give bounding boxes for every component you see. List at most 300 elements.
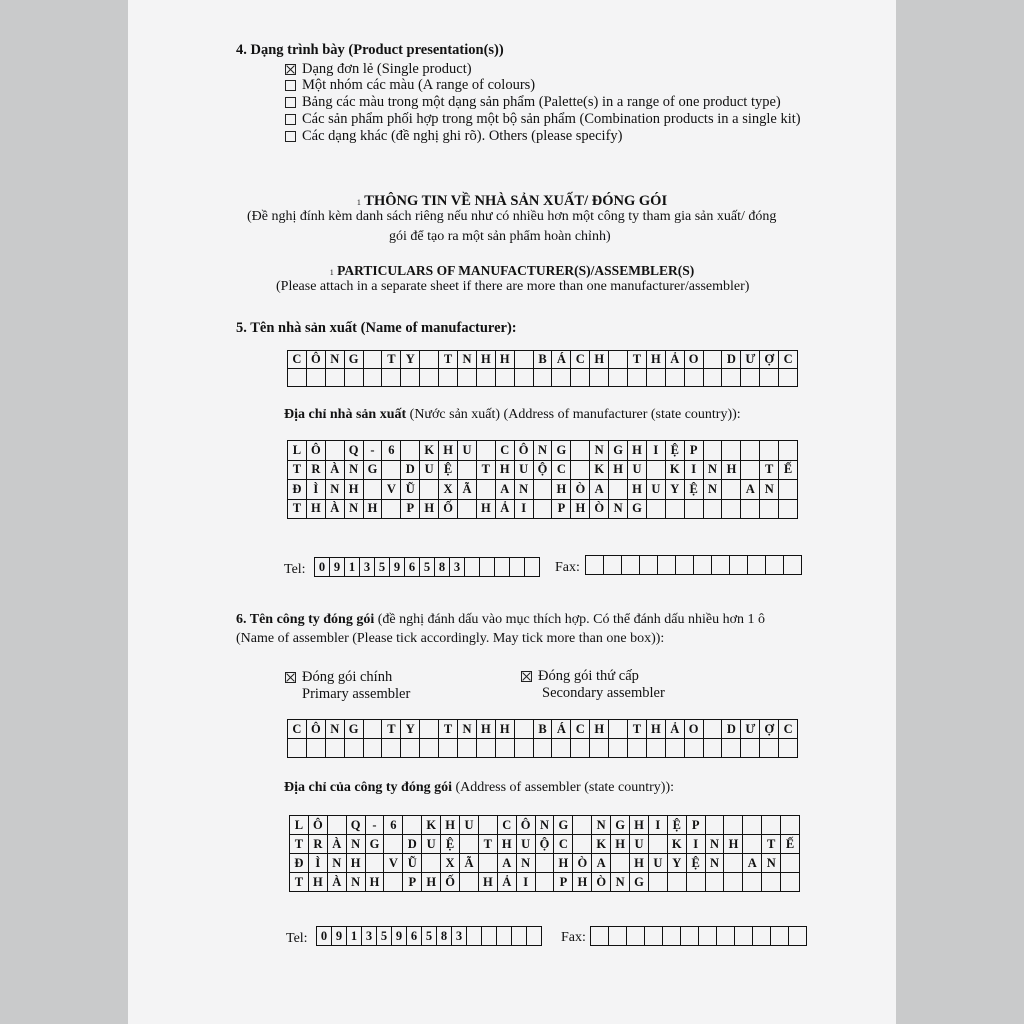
form-cell[interactable]: Ệ: [668, 816, 687, 835]
form-cell[interactable]: Ò: [590, 500, 609, 520]
form-cell[interactable]: N: [458, 720, 477, 739]
form-cell[interactable]: H: [609, 461, 628, 481]
form-cell[interactable]: I: [647, 441, 666, 461]
form-cell[interactable]: H: [441, 816, 460, 835]
form-cell[interactable]: [401, 369, 420, 387]
form-cell[interactable]: [760, 369, 779, 387]
form-cell[interactable]: Ô: [515, 441, 534, 461]
form-cell[interactable]: [766, 556, 784, 575]
form-cell[interactable]: [591, 927, 609, 946]
form-cell[interactable]: N: [706, 835, 725, 854]
form-cell[interactable]: Ô: [307, 720, 326, 739]
form-cell[interactable]: [512, 927, 527, 946]
form-cell[interactable]: C: [571, 720, 590, 739]
form-cell[interactable]: B: [534, 351, 553, 369]
form-cell[interactable]: [668, 873, 687, 892]
form-cell[interactable]: G: [630, 873, 649, 892]
form-cell[interactable]: Á: [552, 351, 571, 369]
form-cell[interactable]: [753, 927, 771, 946]
form-cell[interactable]: [748, 556, 766, 575]
form-cell[interactable]: N: [760, 480, 779, 500]
form-cell[interactable]: [534, 500, 553, 520]
form-cell[interactable]: [706, 873, 725, 892]
form-cell[interactable]: H: [628, 480, 647, 500]
form-cell[interactable]: [467, 927, 482, 946]
form-cell[interactable]: K: [422, 816, 441, 835]
form-cell[interactable]: [307, 369, 326, 387]
form-cell[interactable]: 6: [407, 927, 422, 946]
form-cell[interactable]: C: [779, 720, 798, 739]
form-cell[interactable]: [704, 739, 723, 758]
form-cell[interactable]: H: [630, 816, 649, 835]
form-cell[interactable]: N: [536, 816, 555, 835]
form-cell[interactable]: H: [479, 873, 498, 892]
form-cell[interactable]: [326, 441, 345, 461]
form-cell[interactable]: [604, 556, 622, 575]
form-cell[interactable]: [515, 369, 534, 387]
form-cell[interactable]: [364, 739, 383, 758]
form-cell[interactable]: H: [366, 873, 385, 892]
form-cell[interactable]: [704, 369, 723, 387]
form-cell[interactable]: N: [762, 854, 781, 873]
form-cell[interactable]: 3: [450, 558, 465, 577]
form-cell[interactable]: [364, 720, 383, 739]
form-cell[interactable]: [712, 556, 730, 575]
form-cell[interactable]: [666, 369, 685, 387]
form-cell[interactable]: [401, 441, 420, 461]
form-cell[interactable]: H: [571, 500, 590, 520]
form-cell[interactable]: [649, 873, 668, 892]
form-cell[interactable]: Ộ: [536, 835, 555, 854]
form-cell[interactable]: [741, 739, 760, 758]
form-cell[interactable]: [781, 854, 800, 873]
form-cell[interactable]: O: [685, 351, 704, 369]
form-cell[interactable]: [704, 351, 723, 369]
form-cell[interactable]: [510, 558, 525, 577]
form-cell[interactable]: [722, 480, 741, 500]
form-cell[interactable]: T: [288, 500, 307, 520]
form-cell[interactable]: [743, 816, 762, 835]
form-cell[interactable]: Ả: [666, 351, 685, 369]
form-cell[interactable]: Ũ: [401, 480, 420, 500]
form-cell[interactable]: T: [382, 720, 401, 739]
form-cell[interactable]: [762, 816, 781, 835]
form-cell[interactable]: [420, 480, 439, 500]
manufacturer-address-grid[interactable]: [287, 440, 798, 519]
form-cell[interactable]: [482, 927, 497, 946]
form-cell[interactable]: [722, 500, 741, 520]
form-cell[interactable]: À: [328, 835, 347, 854]
form-cell[interactable]: [328, 816, 347, 835]
form-cell[interactable]: R: [309, 835, 328, 854]
secondary-assembler-option[interactable]: [521, 668, 639, 685]
form-cell[interactable]: H: [628, 441, 647, 461]
form-cell[interactable]: Ệ: [687, 854, 706, 873]
option-checkbox[interactable]: [285, 80, 296, 91]
form-cell[interactable]: [685, 500, 704, 520]
form-cell[interactable]: A: [743, 854, 762, 873]
form-cell[interactable]: H: [647, 720, 666, 739]
form-cell[interactable]: [722, 739, 741, 758]
form-cell[interactable]: [382, 369, 401, 387]
form-cell[interactable]: P: [401, 500, 420, 520]
form-cell[interactable]: C: [288, 351, 307, 369]
form-cell[interactable]: -: [366, 816, 385, 835]
form-cell[interactable]: [527, 927, 542, 946]
form-cell[interactable]: [422, 854, 441, 873]
form-cell[interactable]: [571, 369, 590, 387]
manufacturer-fax-grid[interactable]: [585, 555, 802, 575]
assembler-address-grid[interactable]: [289, 815, 800, 892]
form-cell[interactable]: [687, 873, 706, 892]
form-cell[interactable]: A: [498, 854, 517, 873]
form-cell[interactable]: [741, 369, 760, 387]
form-cell[interactable]: T: [760, 461, 779, 481]
form-cell[interactable]: H: [422, 873, 441, 892]
form-cell[interactable]: [480, 558, 495, 577]
form-cell[interactable]: H: [630, 854, 649, 873]
presentation-option[interactable]: [285, 128, 623, 145]
form-cell[interactable]: Ế: [779, 461, 798, 481]
form-cell[interactable]: H: [496, 461, 515, 481]
form-cell[interactable]: H: [554, 854, 573, 873]
form-cell[interactable]: [722, 369, 741, 387]
form-cell[interactable]: Ệ: [441, 835, 460, 854]
form-cell[interactable]: N: [326, 351, 345, 369]
form-cell[interactable]: A: [590, 480, 609, 500]
form-cell[interactable]: H: [573, 873, 592, 892]
form-cell[interactable]: [741, 461, 760, 481]
form-cell[interactable]: [779, 739, 798, 758]
form-cell[interactable]: A: [741, 480, 760, 500]
form-cell[interactable]: N: [704, 461, 723, 481]
form-cell[interactable]: H: [496, 720, 515, 739]
form-cell[interactable]: [515, 351, 534, 369]
form-cell[interactable]: Đ: [288, 480, 307, 500]
form-cell[interactable]: L: [288, 441, 307, 461]
form-cell[interactable]: [364, 480, 383, 500]
form-cell[interactable]: [345, 739, 364, 758]
form-cell[interactable]: U: [628, 461, 647, 481]
form-cell[interactable]: [571, 461, 590, 481]
form-cell[interactable]: 3: [360, 558, 375, 577]
form-cell[interactable]: H: [345, 480, 364, 500]
form-cell[interactable]: [382, 739, 401, 758]
form-cell[interactable]: [647, 500, 666, 520]
form-cell[interactable]: U: [647, 480, 666, 500]
form-cell[interactable]: G: [609, 441, 628, 461]
form-cell[interactable]: V: [384, 854, 403, 873]
form-cell[interactable]: [477, 739, 496, 758]
form-cell[interactable]: 0: [315, 558, 330, 577]
form-cell[interactable]: D: [403, 835, 422, 854]
form-cell[interactable]: [628, 739, 647, 758]
form-cell[interactable]: [420, 720, 439, 739]
form-cell[interactable]: À: [326, 461, 345, 481]
form-cell[interactable]: [609, 927, 627, 946]
form-cell[interactable]: I: [649, 816, 668, 835]
form-cell[interactable]: Y: [668, 854, 687, 873]
form-cell[interactable]: [789, 927, 807, 946]
assembler-name-grid[interactable]: [287, 719, 798, 758]
form-cell[interactable]: [779, 441, 798, 461]
form-cell[interactable]: [573, 816, 592, 835]
form-cell[interactable]: Đ: [290, 854, 309, 873]
form-cell[interactable]: Y: [401, 351, 420, 369]
option-checkbox[interactable]: [285, 64, 296, 75]
form-cell[interactable]: N: [347, 835, 366, 854]
form-cell[interactable]: O: [685, 720, 704, 739]
form-cell[interactable]: K: [590, 461, 609, 481]
form-cell[interactable]: [724, 873, 743, 892]
form-cell[interactable]: H: [477, 500, 496, 520]
form-cell[interactable]: [384, 873, 403, 892]
form-cell[interactable]: [384, 835, 403, 854]
form-cell[interactable]: T: [762, 835, 781, 854]
form-cell[interactable]: G: [552, 441, 571, 461]
form-cell[interactable]: H: [590, 351, 609, 369]
form-cell[interactable]: [307, 739, 326, 758]
presentation-option[interactable]: [285, 94, 781, 111]
form-cell[interactable]: Ô: [517, 816, 536, 835]
form-cell[interactable]: H: [590, 720, 609, 739]
form-cell[interactable]: [536, 873, 555, 892]
form-cell[interactable]: Ư: [741, 351, 760, 369]
form-cell[interactable]: 1: [345, 558, 360, 577]
form-cell[interactable]: 5: [375, 558, 390, 577]
form-cell[interactable]: N: [611, 873, 630, 892]
form-cell[interactable]: [439, 739, 458, 758]
form-cell[interactable]: T: [290, 835, 309, 854]
form-cell[interactable]: K: [668, 835, 687, 854]
form-cell[interactable]: [771, 927, 789, 946]
presentation-option[interactable]: [285, 77, 535, 94]
form-cell[interactable]: [420, 739, 439, 758]
form-cell[interactable]: H: [724, 835, 743, 854]
form-cell[interactable]: H: [477, 351, 496, 369]
form-cell[interactable]: Ò: [592, 873, 611, 892]
presentation-option[interactable]: [285, 111, 801, 128]
form-cell[interactable]: Ệ: [685, 480, 704, 500]
form-cell[interactable]: H: [439, 441, 458, 461]
form-cell[interactable]: [479, 854, 498, 873]
form-cell[interactable]: [571, 739, 590, 758]
form-cell[interactable]: I: [515, 500, 534, 520]
form-cell[interactable]: U: [630, 835, 649, 854]
form-cell[interactable]: [666, 500, 685, 520]
form-cell[interactable]: Ả: [666, 720, 685, 739]
form-cell[interactable]: [458, 500, 477, 520]
form-cell[interactable]: Ợ: [760, 720, 779, 739]
option-checkbox[interactable]: [285, 114, 296, 125]
form-cell[interactable]: [666, 739, 685, 758]
form-cell[interactable]: N: [590, 441, 609, 461]
form-cell[interactable]: [704, 720, 723, 739]
form-cell[interactable]: T: [439, 720, 458, 739]
form-cell[interactable]: N: [592, 816, 611, 835]
form-cell[interactable]: Y: [401, 720, 420, 739]
form-cell[interactable]: [730, 556, 748, 575]
form-cell[interactable]: H: [347, 854, 366, 873]
form-cell[interactable]: [326, 739, 345, 758]
form-cell[interactable]: Q: [345, 441, 364, 461]
form-cell[interactable]: Ô: [307, 441, 326, 461]
form-cell[interactable]: H: [496, 351, 515, 369]
form-cell[interactable]: [743, 873, 762, 892]
form-cell[interactable]: [647, 369, 666, 387]
form-cell[interactable]: P: [685, 441, 704, 461]
form-cell[interactable]: [694, 556, 712, 575]
form-cell[interactable]: [647, 461, 666, 481]
form-cell[interactable]: H: [420, 500, 439, 520]
form-cell[interactable]: [465, 558, 480, 577]
form-cell[interactable]: H: [309, 873, 328, 892]
manufacturer-name-grid[interactable]: [287, 350, 798, 387]
form-cell[interactable]: C: [554, 835, 573, 854]
form-cell[interactable]: [515, 739, 534, 758]
form-cell[interactable]: H: [498, 835, 517, 854]
form-cell[interactable]: Ợ: [760, 351, 779, 369]
form-cell[interactable]: C: [498, 816, 517, 835]
form-cell[interactable]: [477, 369, 496, 387]
form-cell[interactable]: [326, 369, 345, 387]
form-cell[interactable]: [699, 927, 717, 946]
form-cell[interactable]: [586, 556, 604, 575]
form-cell[interactable]: [784, 556, 802, 575]
form-cell[interactable]: G: [345, 351, 364, 369]
form-cell[interactable]: [420, 369, 439, 387]
form-cell[interactable]: T: [477, 461, 496, 481]
form-cell[interactable]: Ò: [571, 480, 590, 500]
form-cell[interactable]: H: [552, 480, 571, 500]
form-cell[interactable]: Ả: [496, 500, 515, 520]
form-cell[interactable]: H: [722, 461, 741, 481]
form-cell[interactable]: N: [458, 351, 477, 369]
form-cell[interactable]: [382, 500, 401, 520]
form-cell[interactable]: 6: [384, 816, 403, 835]
form-cell[interactable]: X: [441, 854, 460, 873]
form-cell[interactable]: -: [364, 441, 383, 461]
form-cell[interactable]: G: [366, 835, 385, 854]
form-cell[interactable]: [534, 739, 553, 758]
form-cell[interactable]: U: [460, 816, 479, 835]
primary-assembler-option[interactable]: [285, 669, 392, 686]
form-cell[interactable]: P: [403, 873, 422, 892]
form-cell[interactable]: [706, 816, 725, 835]
form-cell[interactable]: [649, 835, 668, 854]
form-cell[interactable]: [741, 441, 760, 461]
form-cell[interactable]: A: [592, 854, 611, 873]
form-cell[interactable]: Ố: [439, 500, 458, 520]
form-cell[interactable]: C: [571, 351, 590, 369]
form-cell[interactable]: A: [496, 480, 515, 500]
form-cell[interactable]: N: [345, 500, 364, 520]
form-cell[interactable]: I: [685, 461, 704, 481]
form-cell[interactable]: G: [364, 461, 383, 481]
form-cell[interactable]: À: [328, 873, 347, 892]
form-cell[interactable]: L: [290, 816, 309, 835]
form-cell[interactable]: [717, 927, 735, 946]
form-cell[interactable]: 3: [362, 927, 377, 946]
primary-assembler-checkbox[interactable]: [285, 672, 296, 683]
form-cell[interactable]: [647, 739, 666, 758]
form-cell[interactable]: [781, 816, 800, 835]
form-cell[interactable]: H: [611, 835, 630, 854]
form-cell[interactable]: 5: [422, 927, 437, 946]
form-cell[interactable]: [573, 835, 592, 854]
form-cell[interactable]: D: [401, 461, 420, 481]
form-cell[interactable]: 0: [317, 927, 332, 946]
assembler-fax-grid[interactable]: [590, 926, 807, 946]
form-cell[interactable]: Ì: [307, 480, 326, 500]
form-cell[interactable]: D: [722, 720, 741, 739]
form-cell[interactable]: À: [326, 500, 345, 520]
form-cell[interactable]: [382, 461, 401, 481]
form-cell[interactable]: T: [628, 720, 647, 739]
form-cell[interactable]: G: [628, 500, 647, 520]
form-cell[interactable]: N: [326, 480, 345, 500]
form-cell[interactable]: [515, 720, 534, 739]
form-cell[interactable]: [460, 835, 479, 854]
form-cell[interactable]: [460, 873, 479, 892]
form-cell[interactable]: [364, 351, 383, 369]
form-cell[interactable]: [534, 480, 553, 500]
form-cell[interactable]: R: [307, 461, 326, 481]
form-cell[interactable]: [760, 739, 779, 758]
form-cell[interactable]: [458, 739, 477, 758]
form-cell[interactable]: 1: [347, 927, 362, 946]
form-cell[interactable]: Ũ: [403, 854, 422, 873]
form-cell[interactable]: N: [347, 873, 366, 892]
form-cell[interactable]: K: [592, 835, 611, 854]
form-cell[interactable]: [724, 816, 743, 835]
form-cell[interactable]: 8: [437, 927, 452, 946]
form-cell[interactable]: [534, 369, 553, 387]
form-cell[interactable]: [288, 369, 307, 387]
form-cell[interactable]: [401, 739, 420, 758]
form-cell[interactable]: H: [364, 500, 383, 520]
form-cell[interactable]: [590, 739, 609, 758]
form-cell[interactable]: [497, 927, 512, 946]
form-cell[interactable]: [779, 500, 798, 520]
form-cell[interactable]: [439, 369, 458, 387]
form-cell[interactable]: [552, 739, 571, 758]
form-cell[interactable]: [496, 739, 515, 758]
form-cell[interactable]: [760, 441, 779, 461]
form-cell[interactable]: U: [458, 441, 477, 461]
form-cell[interactable]: 6: [382, 441, 401, 461]
form-cell[interactable]: K: [666, 461, 685, 481]
form-cell[interactable]: [345, 369, 364, 387]
form-cell[interactable]: [640, 556, 658, 575]
presentation-option[interactable]: [285, 61, 472, 78]
form-cell[interactable]: D: [722, 351, 741, 369]
form-cell[interactable]: 9: [332, 927, 347, 946]
form-cell[interactable]: [609, 720, 628, 739]
form-cell[interactable]: 5: [420, 558, 435, 577]
form-cell[interactable]: 6: [405, 558, 420, 577]
form-cell[interactable]: [477, 441, 496, 461]
form-cell[interactable]: B: [534, 720, 553, 739]
form-cell[interactable]: [781, 873, 800, 892]
form-cell[interactable]: [611, 854, 630, 873]
form-cell[interactable]: Á: [552, 720, 571, 739]
form-cell[interactable]: [458, 369, 477, 387]
form-cell[interactable]: 3: [452, 927, 467, 946]
assembler-tel-grid[interactable]: [316, 926, 542, 946]
form-cell[interactable]: [681, 927, 699, 946]
form-cell[interactable]: Ã: [458, 480, 477, 500]
